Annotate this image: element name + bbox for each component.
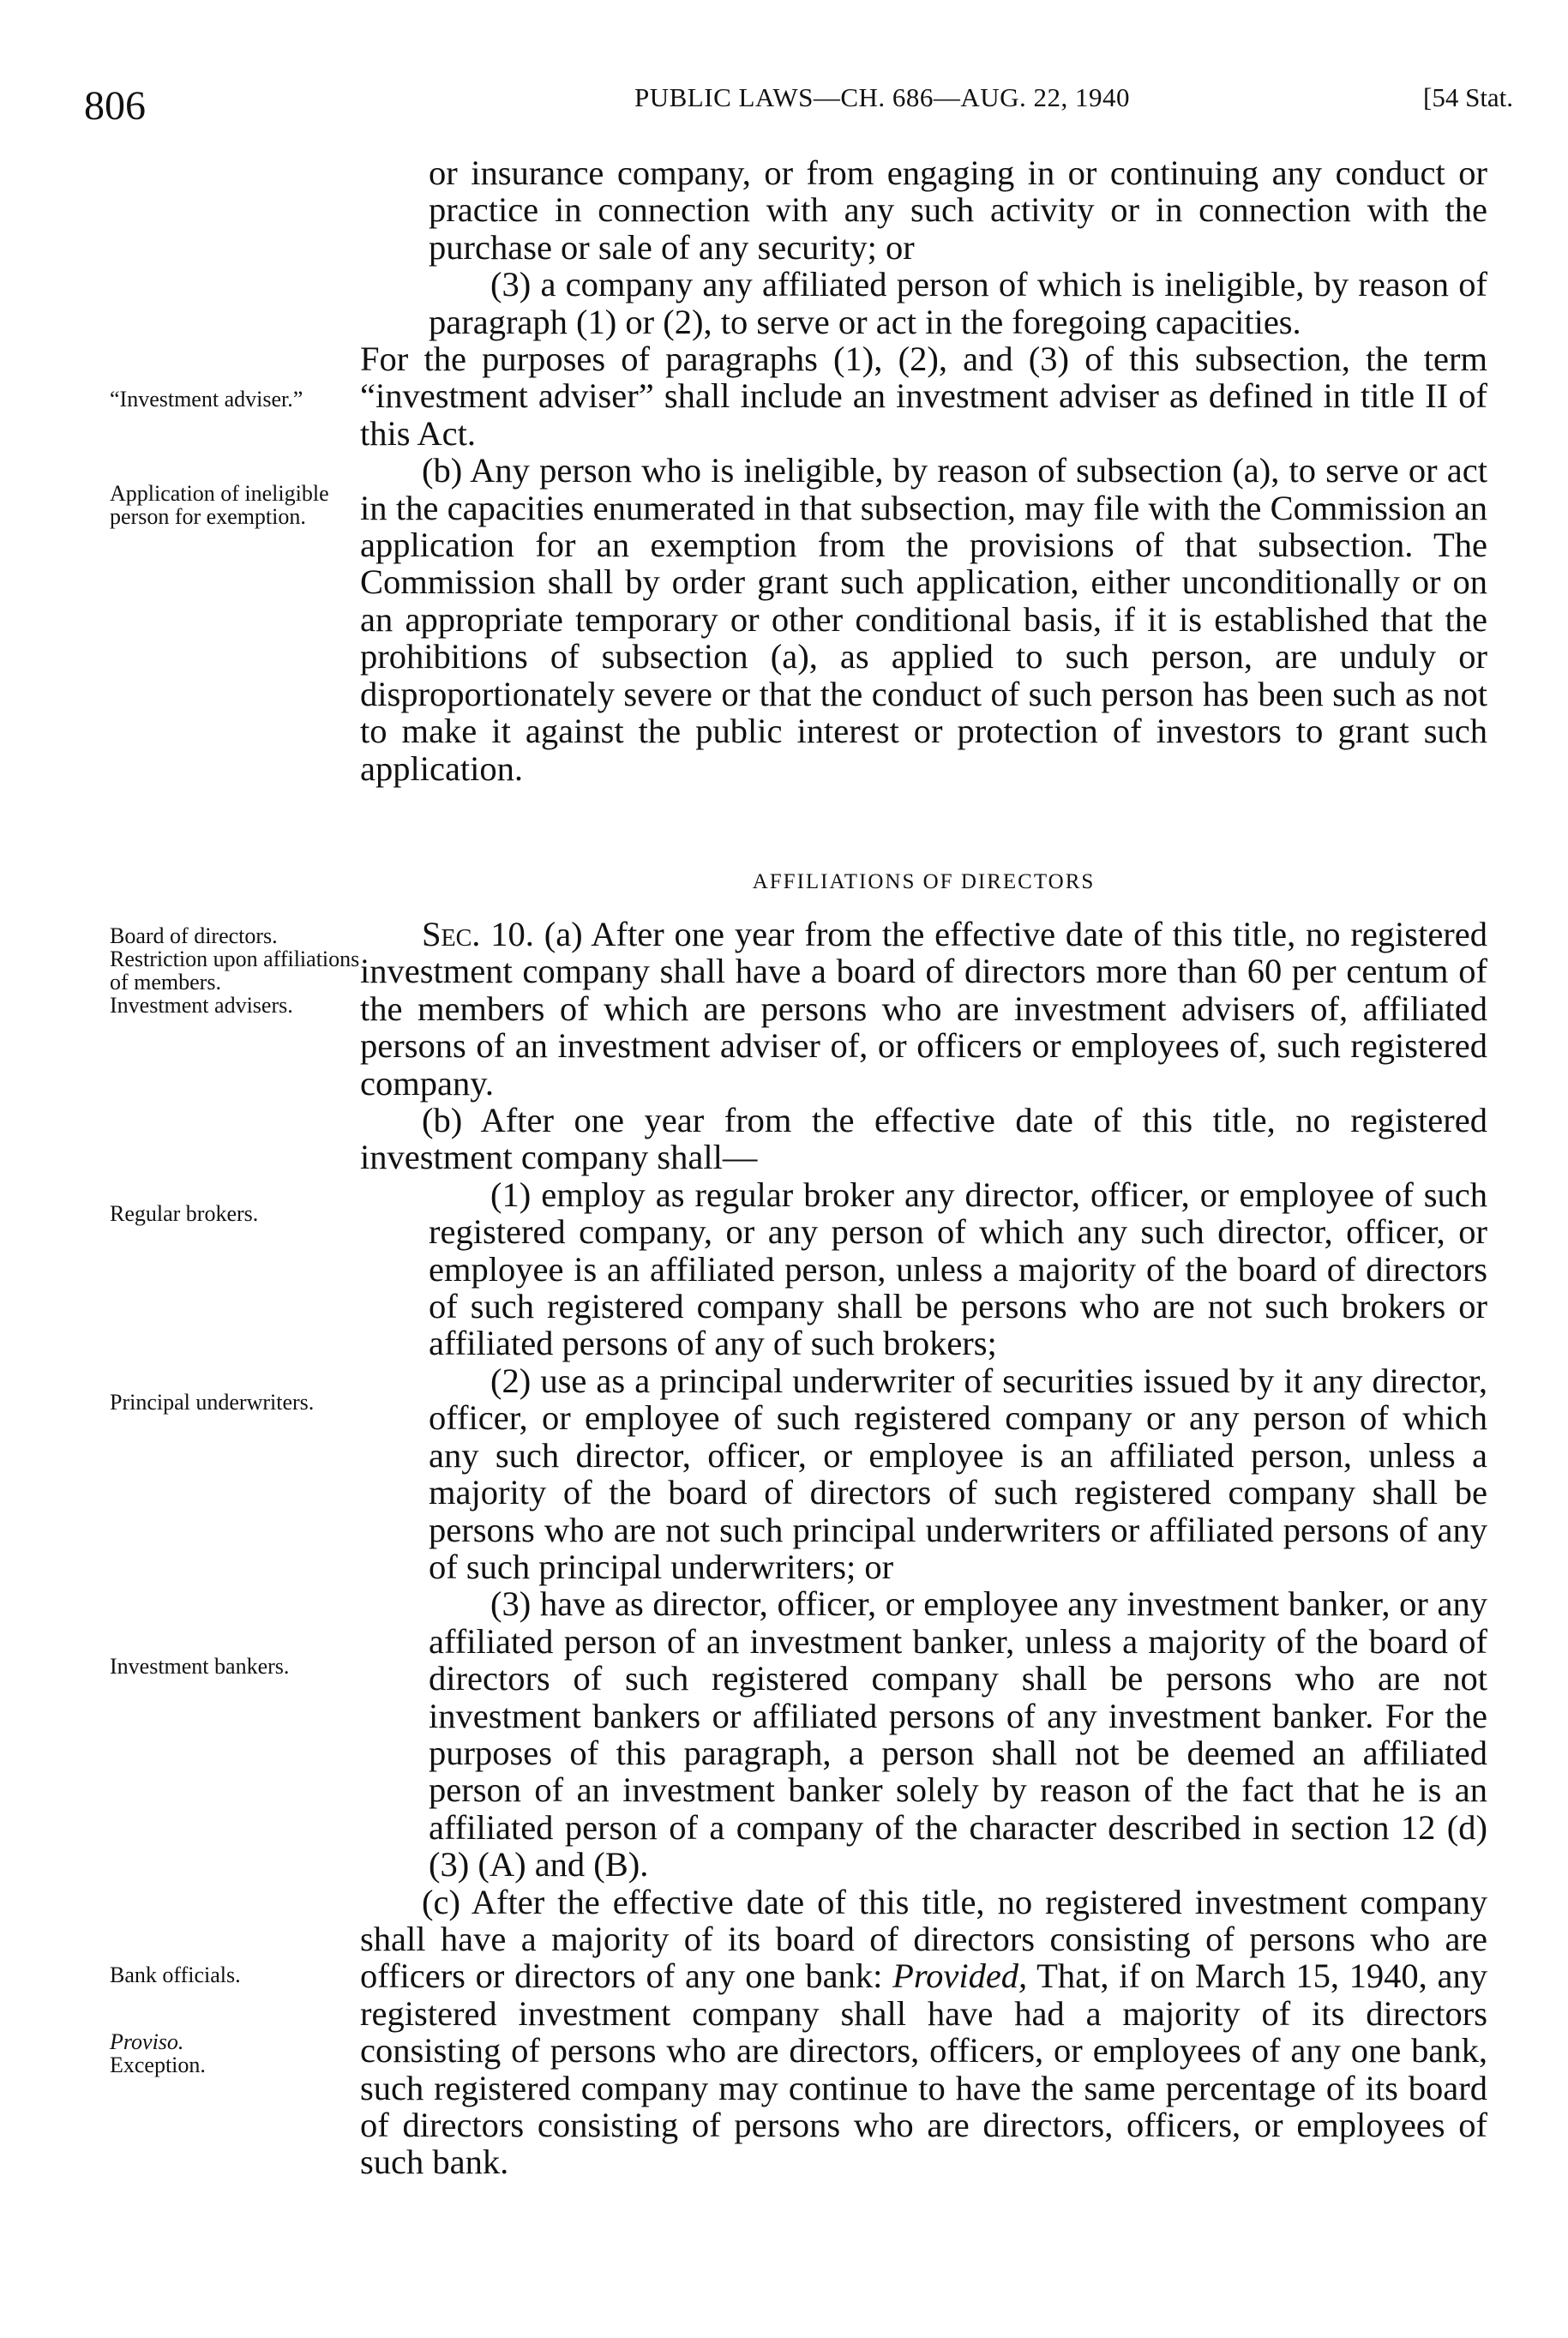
section-10-c-part2: That, if on March 15, 1940, any registered investment company shall have had a majority of its directors consisting of persons who are directors, officers, or employees of any one bank, such registered company may continue to have the same percentage of its board of directors consisting of persons who are directors, officers, or employees of such bank. [360,1956,1487,2182]
margin-note-exception: Exception. [110,2053,206,2077]
margin-note-application: Application of ineligible person for exemption. [110,481,329,529]
margin-note-investment-advisers: Investment advisers. [110,993,293,1018]
margin-note-investment-bankers: Investment bankers. [110,1654,290,1679]
section-10-b-2: (2) use as a principal underwriter of securities issued by it any director, officer, or employee of such registered company or any person of which any such director, officer, or employee is an affiliated person, unless a majority of the board of directors of such registered company shall be persons who are not such principal underwriters or affiliated persons of any of such principal underwriters; or [429,1361,1487,1586]
statute-reference: [54 Stat. [1423,82,1514,112]
margin-note-proviso-label: Proviso. [110,2029,184,2054]
section-10-c [360,1884,1487,2181]
margin-note-regular-brokers: Regular brokers. [110,1201,259,1226]
margin-note-bank-officials: Bank officials. [110,1962,241,1987]
section-10-b-1: (1) employ as regular broker any director, officer, or employee of such registered company, or any person of which any such director, officer, or employee is an affiliated person, unless a majority of the board of directors of such registered company shall be persons who are not such brokers or affiliated persons of any of such brokers; [429,1175,1487,1363]
margin-note-investment-adviser: “Investment adviser.” [110,387,303,412]
margin-note-board [110,924,367,1017]
margin-note-principal-underwriters: Principal underwriters. [110,1390,315,1415]
paragraph-3: (3) a company any affiliated person of which is ineligible, by reason of paragraph (1) or (2), to serve or act in the foregoing capacities. [429,265,1487,341]
section-10-b: (b) After one year from the effective date of this title, no registered investment company shall— [360,1101,1487,1177]
body-block-upper [360,154,1487,787]
section-10-c-part1: (c) After the effective date of this title, no registered investment company shall have a majority of its board of directors consisting of persons who are officers or directors of any one bank: [360,1882,1487,1996]
section-10-c-provided: Provided, [892,1956,1028,1996]
paragraph-purposes: For the purposes of paragraphs (1), (2), and (3) of this subsection, the term “investment adviser” shall include an investment adviser as defined in title II of this Act. [360,340,1487,453]
running-head: PUBLIC LAWS—CH. 686—AUG. 22, 1940 [634,82,1131,112]
section-10-b-3: (3) have as director, officer, or employee any investment banker, or any affiliated person of an investment banker, unless a majority of the board of directors of such registered company shall be persons who are not investment bankers or affiliated persons of any investment banker. For the purposes of this paragraph, a person shall not be deemed an affiliated person of an investment banker solely by reason of the fact that he is an affiliated person of a company of the character described in section 12 (d) (3) (A) and (B). [429,1584,1487,1884]
margin-note-proviso [110,2030,367,2077]
paragraph-b: (b) Any person who is ineligible, by reason of subsection (a), to serve or act in the capacities enumerated in that subsection, may file with the Commission an application for an exemption from the provisions of that subsection. The Commission shall by order grant such application, either unconditionally or on an appropriate temporary or other conditional basis, if it is established that the prohibitions of subsection (a), as applied to such person, are unduly or disproportionately severe or that the conduct of such person has been such as not to make it against the public interest or protection of investors to grant such application. [360,451,1487,788]
section-10-label: Sec. 10. [422,915,534,953]
page-number: 806 [84,83,146,129]
section-10-a [360,916,1487,1102]
paragraph-continuation: or insurance company, or from engaging in or continuing any conduct or practice in connection with any such activity or in connection with the purchase or sale of any security; or [429,153,1487,267]
section-10-a-text: (a) After one year from the effective date of this title, no registered investment company shall have a board of directors more than 60 per centum of the members of which are persons who are investment advisers of, affiliated persons of an investment adviser of, or officers or employees of, such registered company. [360,915,1488,1103]
body-block-lower [360,916,1487,2181]
margin-note-restriction: Restriction upon affiliations of members. [110,947,360,995]
margin-note-board-directors: Board of directors. [110,923,278,948]
section-heading: AFFILIATIONS OF DIRECTORS [752,870,1096,893]
